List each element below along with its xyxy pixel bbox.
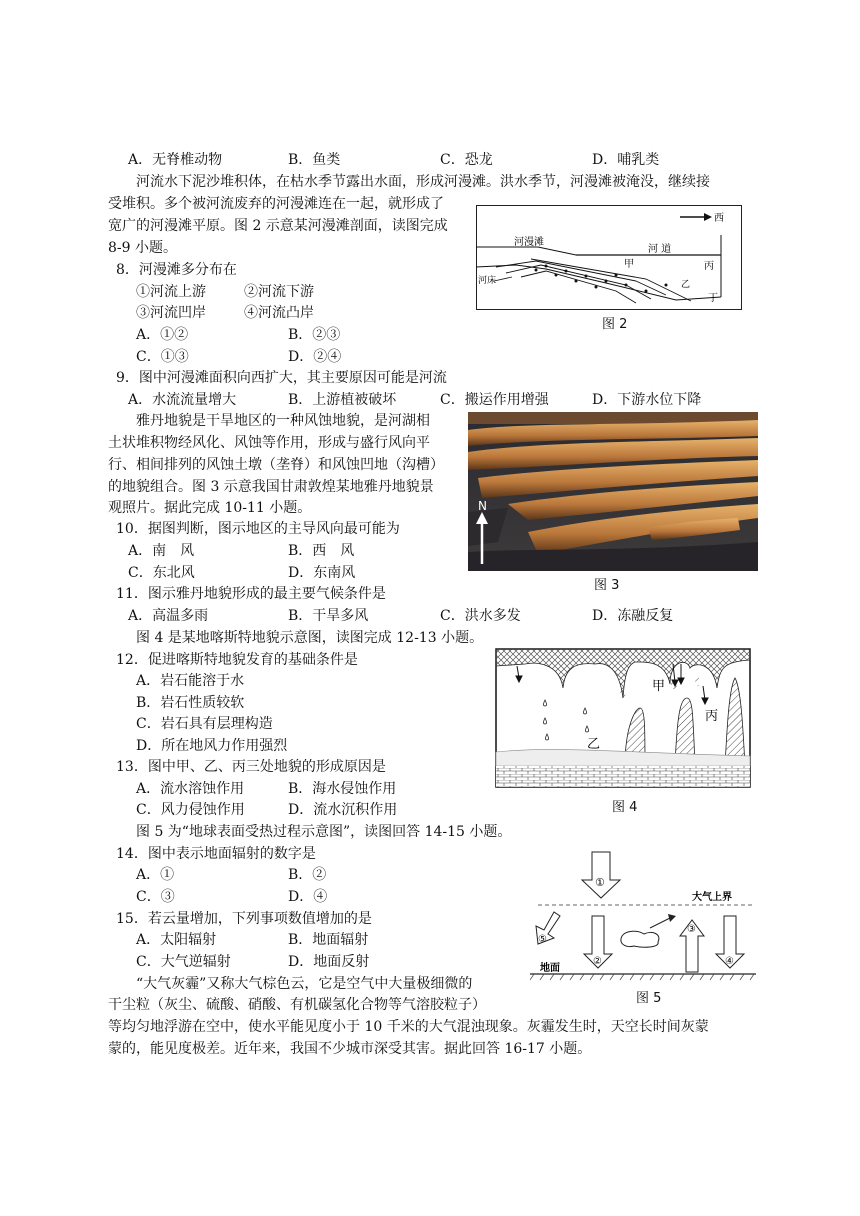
q12-option-b: B．岩石性质较软: [136, 695, 245, 711]
figure-2-caption: 图 2: [602, 317, 628, 332]
q14-option-d: D．④: [288, 889, 328, 905]
q10-option-c: C．东北风: [128, 565, 195, 581]
fig2-bing-label: 丙: [704, 261, 714, 272]
q10-stem: 10．据图判断，图示地区的主导风向最可能为: [116, 521, 400, 537]
q8-item4: ④河流凸岸: [244, 305, 314, 321]
q7-option-b: B．鱼类: [288, 152, 341, 168]
fig5-n3: ③: [687, 924, 696, 935]
passage1-line1: 河流水下泥沙堆积体，在枯水季节露出水面，形成河漫滩。洪水季节，河漫滩被淹没，继续接: [136, 174, 710, 190]
q13-option-b: B．海水侵蚀作用: [288, 781, 397, 797]
q12-option-a: A．岩石能溶于水: [136, 673, 245, 689]
fig5-n4: ④: [725, 956, 734, 967]
q11-option-a: A．高温多雨: [128, 608, 209, 624]
fig4-bing-label: 丙: [705, 709, 719, 724]
fig2-yi-label: 乙: [681, 280, 691, 290]
q11-option-b: B．干旱多风: [288, 608, 369, 624]
figure-4-karst-diagram: [495, 648, 751, 788]
q13-option-c: C．风力侵蚀作用: [136, 802, 245, 818]
q7-option-a: A．无脊椎动物: [128, 152, 223, 168]
q9-stem: 9．图中河漫滩面积向西扩大，其主要原因可能是河流: [116, 370, 447, 386]
q7-option-c: C．恐龙: [440, 152, 493, 168]
passage2-line4: 的地貌组合。图 3 示意我国甘肃敦煌某地雅丹地貌景: [108, 479, 434, 495]
figure-4-caption: 图 4: [612, 800, 638, 815]
q14-option-b: B．②: [288, 867, 327, 883]
q8-stem: 8．河漫滩多分布在: [116, 262, 237, 278]
fig4-jia-label: 甲: [652, 679, 666, 694]
q8-option-a: A．①②: [136, 327, 189, 343]
q14-option-a: A．①: [136, 867, 175, 883]
figure-2-floodplain-diagram: [476, 205, 742, 310]
q7-option-d: D．哺乳类: [592, 152, 660, 168]
fig3-north-label: N: [478, 499, 487, 513]
q15-option-a: A．太阳辐射: [136, 932, 217, 948]
q8-item3: ③河流凹岸: [136, 305, 206, 321]
passage3-line3: 等均匀地浮游在空中，使水平能见度小于 10 千米的大气混浊现象。灰霾发生时，天空长时间灰蒙: [108, 1019, 709, 1035]
passage3-line2: 干尘粒（灰尘、硫酸、硝酸、有机碳氢化合物等气溶胶粒子）: [108, 997, 486, 1013]
q14-stem: 14．图中表示地面辐射的数字是: [116, 846, 316, 862]
q13-option-d: D．流水沉积作用: [288, 802, 398, 818]
q9-option-d: D．下游水位下降: [592, 392, 702, 408]
q12-option-d: D．所在地风力作用强烈: [136, 738, 288, 754]
q10-option-d: D．东南风: [288, 565, 356, 581]
q14-option-c: C．③: [136, 889, 175, 905]
q9-option-c: C．搬运作用增强: [440, 392, 549, 408]
figure-5-caption: 图 5: [636, 991, 662, 1006]
fig5-top-label: 大气上界: [692, 892, 732, 903]
fig5-n1: ①: [595, 876, 605, 889]
fig5-n2: ②: [593, 956, 602, 967]
q15-option-b: B．地面辐射: [288, 932, 369, 948]
intro-figure-4: 图 4 是某地喀斯特地貌示意图，读图完成 12-13 小题。: [136, 630, 484, 646]
q13-option-a: A．流水溶蚀作用: [136, 781, 245, 797]
q12-stem: 12．促进喀斯特地貌发育的基础条件是: [116, 652, 358, 668]
q10-option-a: A．南 风: [128, 543, 195, 559]
figure-3-caption: 图 3: [594, 578, 620, 593]
q11-option-d: D．冻融反复: [592, 608, 674, 624]
passage2-line5: 观照片。据此完成 10-11 小题。: [108, 500, 312, 516]
passage2-line1: 雅丹地貌是干旱地区的一种风蚀地貌，是河湖相: [136, 413, 430, 429]
q8-item2: ②河流下游: [244, 284, 314, 300]
fig2-channel-label: 河 道: [648, 244, 672, 255]
passage1-line2: 受堆积。多个被河流废弃的河漫滩连在一起，就形成了: [108, 196, 444, 212]
q10-option-b: B．西 风: [288, 543, 355, 559]
fig2-west-label: 西: [714, 213, 724, 224]
fig2-ding-label: 丁: [708, 293, 718, 304]
fig2-bed-label: 河床: [478, 276, 497, 286]
passage2-line3: 行、相间排列的风蚀土墩（垄脊）和风蚀凹地（沟槽）: [108, 457, 444, 473]
fig5-n5: ⑤: [538, 934, 547, 945]
passage3-line1: “大气灰霾”又称大气棕色云，它是空气中大量极细微的: [136, 976, 473, 992]
passage2-line2: 土状堆积物经风化、风蚀等作用，形成与盛行风向平: [108, 435, 430, 451]
figure-5-heating-diagram: [530, 850, 756, 982]
q15-option-d: D．地面反射: [288, 954, 370, 970]
fig2-floodplain-label: 河漫滩: [514, 237, 544, 248]
q8-option-c: C．①③: [136, 349, 189, 365]
q12-option-c: C．岩石具有层理构造: [136, 716, 273, 732]
intro-figure-5: 图 5 为“地球表面受热过程示意图”，读图回答 14-15 小题。: [136, 824, 512, 840]
q8-option-b: B．②③: [288, 327, 341, 343]
fig2-jia-label: 甲: [624, 259, 634, 270]
q11-stem: 11．图示雅丹地貌形成的最主要气候条件是: [116, 586, 386, 602]
q8-item1: ①河流上游: [136, 284, 206, 300]
fig5-ground-label: 地面: [540, 963, 560, 974]
q15-option-c: C．大气逆辐射: [136, 954, 231, 970]
q15-stem: 15．若云量增加，下列事项数值增加的是: [116, 911, 372, 927]
passage1-line3: 宽广的河漫滩平原。图 2 示意某河漫滩剖面，读图完成: [108, 218, 448, 234]
q13-stem: 13．图中甲、乙、丙三处地貌的形成原因是: [116, 759, 386, 775]
passage1-line4: 8-9 小题。: [108, 240, 177, 256]
fig4-yi-label: 乙: [587, 737, 601, 752]
figure-3-yardang-photo: [468, 412, 758, 571]
q9-option-a: A．水流流量增大: [128, 392, 237, 408]
q11-option-c: C．洪水多发: [440, 608, 521, 624]
q8-option-d: D．②④: [288, 349, 342, 365]
passage3-line4: 蒙的，能见度极差。近年来，我国不少城市深受其害。据此回答 16-17 小题。: [108, 1041, 592, 1057]
q9-option-b: B．上游植被破坏: [288, 392, 397, 408]
